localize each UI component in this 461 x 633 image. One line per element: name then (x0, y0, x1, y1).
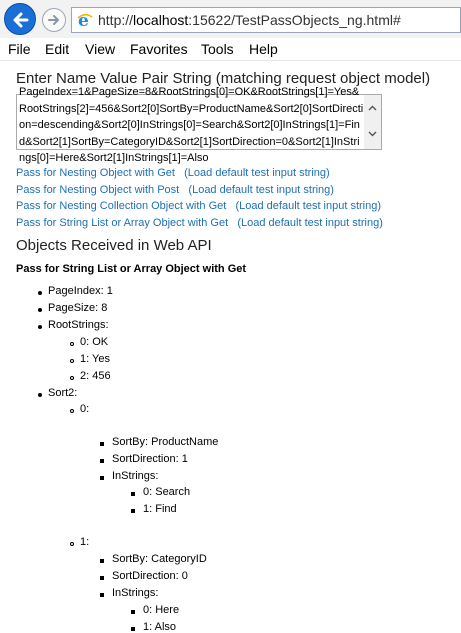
paren-open: ( (188, 183, 193, 196)
paren-open: ( (237, 216, 241, 229)
chevron-up-icon[interactable] (368, 105, 377, 111)
url-text[interactable] (98, 12, 401, 28)
in-string-item: 0: Here (143, 604, 180, 616)
bullet (38, 291, 42, 295)
bullet (100, 559, 104, 563)
sort-direction: SortDirection: 0 (112, 570, 188, 582)
link-row (16, 184, 461, 201)
textarea-text: PageIndex=1&PageSize=8&RootStrings[0]=OK&RootStrings[1]=Yes&RootStrings[2]=456&Sort2[0]SortBy=ProductName&Sort2[0]SortDirection=descending&Sort2[0]InStrings[0]=Search&Sort2[0]InStrings[1]=Find&Sort2[1]SortBy=CategoryID&Sort2[1]SortDirection=0&Sort2[1]InStrings[0]=Here&Sort2[1]InStrings[1]=Also (19, 86, 364, 164)
pass-nesting-get-link[interactable]: Pass for Nesting Object with Get (16, 167, 175, 179)
paren-close: ) (379, 216, 383, 229)
bullet (131, 509, 135, 513)
bullet (70, 376, 74, 380)
root-item: 1: Yes (80, 353, 110, 365)
in-strings: InStrings: (112, 470, 159, 482)
in-strings: InStrings: (112, 587, 159, 599)
bullet (70, 359, 74, 363)
url-prefix: http:// (98, 12, 134, 28)
root-item: 2: 456 (80, 370, 111, 382)
sort2-item-key: 1: (80, 536, 90, 548)
menu-edit[interactable]: Edit (45, 41, 70, 57)
sort2: Sort2: (48, 387, 78, 399)
arrow-right-icon (47, 13, 61, 27)
chevron-down-icon[interactable] (368, 131, 377, 137)
in-string-item: 1: Also (143, 621, 177, 633)
arrow-left-icon (11, 10, 31, 30)
menu-view[interactable]: View (85, 41, 116, 57)
bullet (100, 459, 104, 463)
paren-close: ) (377, 200, 382, 212)
load-default-link[interactable]: Load default test input string (192, 183, 331, 196)
paren-open: ( (184, 167, 188, 179)
textarea-scrollbar[interactable] (364, 95, 381, 149)
link-row (16, 200, 461, 217)
sort2-item-key: 0: (80, 403, 90, 415)
back-button[interactable] (4, 3, 36, 35)
in-string-item: 1: Find (143, 503, 177, 515)
load-default-link[interactable]: Load default test input string (239, 200, 378, 212)
page-size: PageSize: 8 (48, 302, 108, 314)
name-value-textarea[interactable] (16, 86, 382, 164)
pass-nesting-post-link[interactable]: Pass for Nesting Object with Post (16, 183, 180, 196)
menu-file[interactable]: File (8, 41, 31, 57)
browser-toolbar (0, 0, 461, 38)
url-path: :15622/TestPassObjects_ng.html# (188, 12, 401, 28)
root-strings: RootStrings: (48, 319, 109, 331)
svg-text:e: e (78, 11, 89, 31)
paren-close: ) (330, 183, 334, 196)
bullet (100, 576, 104, 580)
action-links (16, 167, 461, 233)
sort-direction: SortDirection: 1 (112, 453, 188, 465)
root-item: 0: OK (80, 336, 109, 348)
bullet (100, 476, 104, 480)
in-string-item: 0: Search (143, 486, 191, 498)
bullet (131, 610, 135, 614)
page-index: PageIndex: 1 (48, 285, 113, 297)
link-row (16, 217, 461, 234)
link-row (16, 167, 461, 184)
paren-close: ) (326, 167, 330, 179)
bullet (70, 542, 74, 546)
bullet (38, 325, 42, 329)
url-host: localhost (133, 12, 189, 28)
bullet (70, 342, 74, 346)
pass-nesting-collection-link[interactable]: Pass for Nesting Collection Object with Get (16, 200, 227, 212)
bullet (38, 393, 42, 397)
forward-button[interactable] (42, 8, 66, 32)
load-default-link[interactable]: Load default test input string (187, 167, 327, 179)
input-heading: Enter Name Value Pair String (matching request object model) (16, 70, 431, 87)
paren-open: ( (235, 200, 240, 212)
bullet (38, 308, 42, 312)
results-heading: Objects Received in Web API (16, 237, 212, 254)
menu-bar (0, 38, 461, 61)
bullet (131, 492, 135, 496)
bullet (131, 627, 135, 631)
menu-favorites[interactable]: Favorites (130, 41, 188, 57)
menu-help[interactable]: Help (249, 41, 278, 57)
address-bar[interactable] (71, 7, 461, 33)
load-default-link[interactable]: Load default test input string (240, 216, 380, 229)
bullet (100, 593, 104, 597)
sort-by: SortBy: CategoryID (112, 553, 207, 565)
menu-tools[interactable]: Tools (201, 41, 234, 57)
bullet (70, 409, 74, 413)
pass-string-list-link[interactable]: Pass for String List or Array Object with Get (16, 216, 229, 229)
bullet (100, 442, 104, 446)
sort-by: SortBy: ProductName (112, 436, 219, 448)
result-title: Pass for String List or Array Object with Get (16, 263, 247, 275)
ie-logo-icon (77, 11, 93, 29)
